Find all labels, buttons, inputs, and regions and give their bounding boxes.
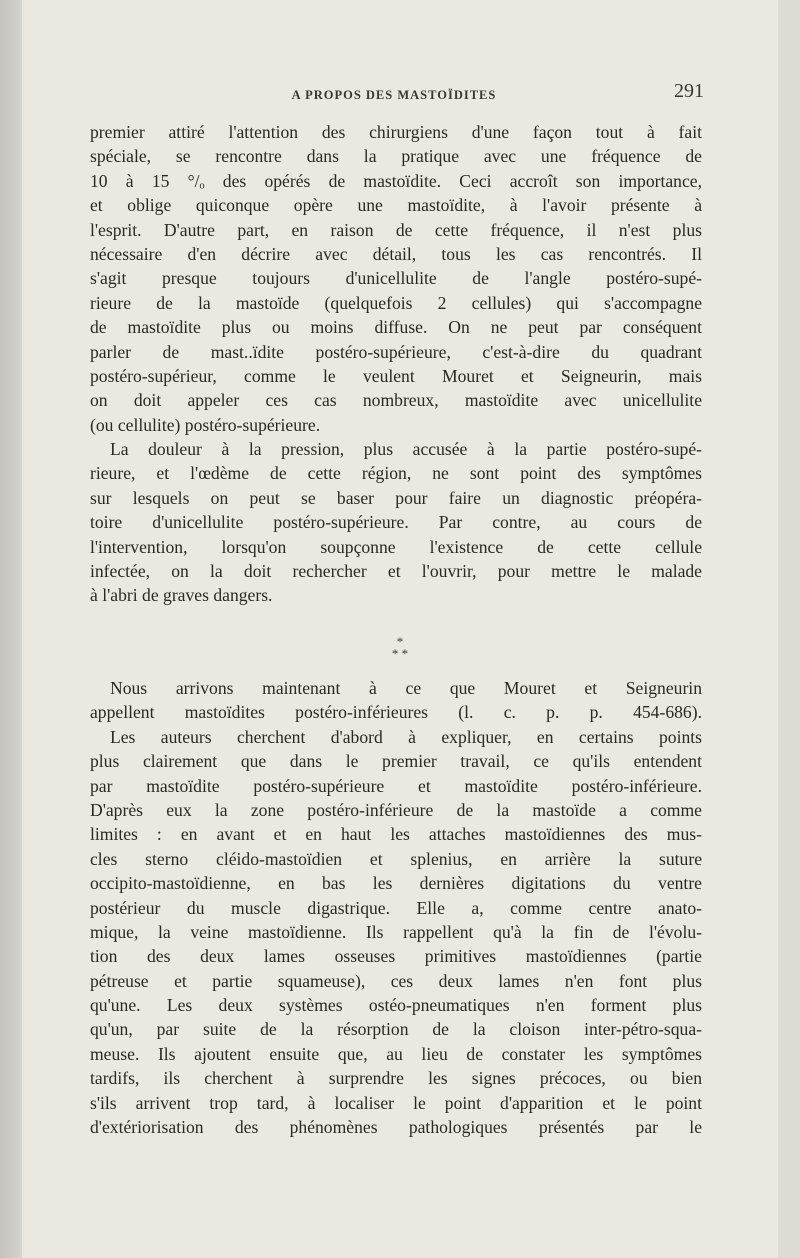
text-line: pétreuse et partie squameuse), ces deux lames n'en font plus: [90, 970, 702, 991]
text-line: D'après eux la zone postéro-inférieure de la mastoïde a comme: [90, 799, 702, 820]
text-line: s'ils arrivent trop tard, à localiser le point d'apparition et le point: [90, 1092, 702, 1113]
text-line: mique, la veine mastoïdienne. Ils rappellent qu'à la fin de l'évolu-: [90, 921, 702, 942]
text-line: de mastoïdite plus ou moins diffuse. On ne peut par conséquent: [90, 317, 702, 338]
text-line: appellent mastoïdites postéro-inférieures (l. c. p. p. 454-686).: [90, 702, 702, 723]
text-line: Les auteurs cherchent d'abord à expliquer, en certains points: [110, 726, 702, 747]
text-line: postéro-supérieur, comme le veulent Mouret et Seigneurin, mais: [90, 365, 702, 386]
text-line: qu'une. Les deux systèmes ostéo-pneumatiques n'en forment plus: [90, 995, 702, 1016]
text-line: plus clairement que dans le premier travail, ce qu'ils entendent: [90, 751, 702, 772]
text-line: l'intervention, lorsqu'on soupçonne l'existence de cette cellule: [90, 536, 702, 557]
paragraph-block-2: [90, 676, 702, 1139]
text-line: Nous arrivons maintenant à ce que Mouret et Seigneurin: [110, 678, 702, 698]
page-number: 291: [674, 80, 704, 102]
text-line: tardifs, ils cherchent à surprendre les signes précoces, ou bien: [90, 1068, 702, 1089]
text-line: infectée, on la doit rechercher et l'ouvrir, pour mettre le malade: [90, 561, 702, 582]
text-line: occipito-mastoïdienne, en bas les dernières digitations du ventre: [90, 873, 702, 894]
scan-edge-right: [778, 0, 800, 1258]
paragraph-block-1: [90, 120, 702, 608]
text-line: toire d'unicellulite postéro-supérieure. Par contre, au cours de: [90, 512, 702, 533]
text-line: et oblige quiconque opère une mastoïdite, à l'avoir présente à: [90, 195, 702, 216]
text-line: qu'un, par suite de la résorption de la cloison inter-pétro-squa-: [90, 1019, 702, 1040]
text-line: limites : en avant et en haut les attaches mastoïdiennes des mus-: [90, 824, 702, 845]
text-line: l'esprit. D'autre part, en raison de cette fréquence, il n'est plus: [90, 219, 702, 240]
text-line: on doit appeler ces cas nombreux, mastoïdite avec unicellulite: [90, 390, 702, 411]
text-line: 10 à 15 °/ₒ des opérés de mastoïdite. Ceci accroît son importance,: [90, 170, 702, 191]
text-line: nécessaire d'en décrire avec détail, tous les cas rencontrés. Il: [90, 243, 702, 264]
text-line: par mastoïdite postéro-supérieure et mastoïdite postéro-inférieure.: [90, 775, 702, 796]
text-line: cles sterno cléido-mastoïdien et splenius, en arrière la suture: [90, 848, 702, 869]
text-line: sur lesquels on peut se baser pour faire un diagnostic préopéra-: [90, 487, 702, 508]
book-page: [22, 0, 778, 1258]
text-line: (ou cellulite) postéro-supérieure.: [90, 414, 321, 435]
asterism-top: *: [396, 634, 404, 649]
text-line: parler de mast..ïdite postéro-supérieure, c'est-à-dire du quadrant: [90, 341, 702, 362]
running-head: [84, 80, 704, 110]
text-line: rieure, et l'œdème de cette région, ne sont point des symptômes: [90, 463, 702, 484]
text-line: rieure de la mastoïde (quelquefois 2 cellules) qui s'accompagne: [90, 292, 702, 313]
asterism-divider: [0, 636, 800, 660]
running-title: A PROPOS DES MASTOÏDITES: [291, 88, 497, 102]
text-line: d'extériorisation des phénomènes pathologiques présentés par le: [90, 1117, 702, 1138]
text-line: tion des deux lames osseuses primitives mastoïdiennes (partie: [90, 946, 702, 967]
text-line: meuse. Ils ajoutent ensuite que, au lieu de constater les symptômes: [90, 1043, 702, 1064]
text-line: premier attiré l'attention des chirurgiens d'une façon tout à fait: [90, 122, 702, 142]
text-line: s'agit presque toujours d'unicellulite de l'angle postéro-supé-: [90, 268, 702, 289]
text-line: spéciale, se rencontre dans la pratique avec une fréquence de: [90, 146, 702, 167]
asterism-bottom: * *: [391, 646, 409, 661]
text-line: à l'abri de graves dangers.: [90, 585, 273, 606]
text-line: postérieur du muscle digastrique. Elle a, comme centre anato-: [90, 897, 702, 918]
text-line: La douleur à la pression, plus accusée à la partie postéro-supé-: [110, 439, 702, 460]
scan-edge-left: [0, 0, 22, 1258]
